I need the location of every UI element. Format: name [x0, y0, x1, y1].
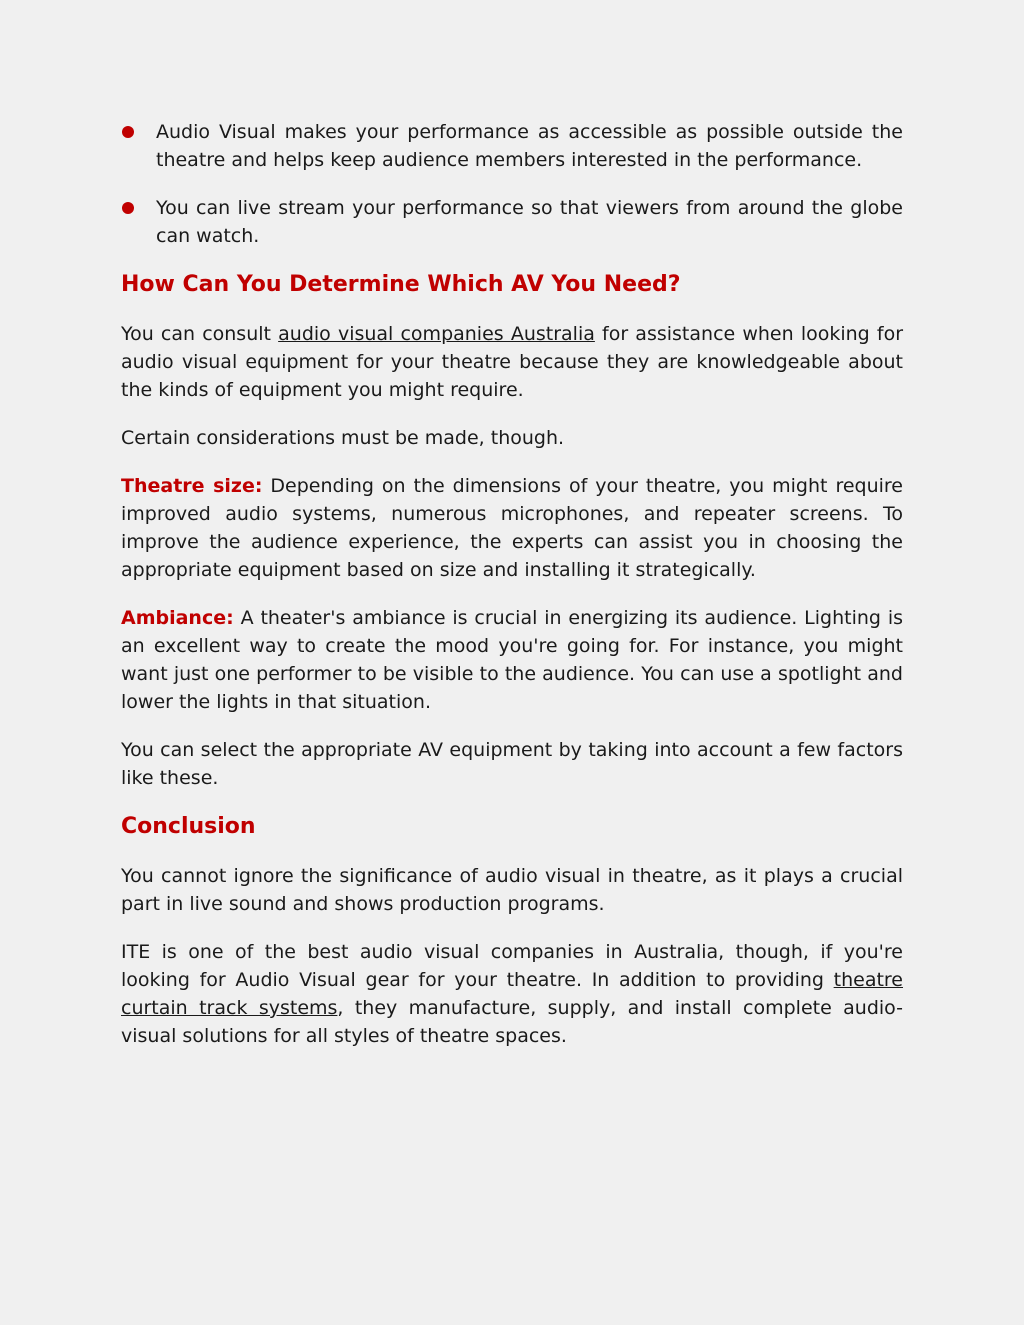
curtain-track-systems-link[interactable]: theatre curtain track systems — [121, 969, 903, 1019]
section-heading: How Can You Determine Which AV You Need? — [121, 272, 681, 297]
ambiance-label: Ambiance: — [121, 607, 234, 629]
audio-visual-companies-link[interactable]: audio visual companies Australia — [278, 323, 595, 345]
bullet-text: Audio Visual makes your performance as accessible as possible outside the theatre and helps keep audience members interested in the performance. — [156, 121, 903, 171]
bullet-text: You can live stream your performance so that viewers from around the globe can watch. — [156, 197, 903, 247]
conclusion-paragraph: You cannot ignore the significance of audio visual in theatre, as it plays a crucial part in live sound and shows production programs. — [121, 865, 903, 915]
bullet-item — [121, 194, 903, 250]
theatre-size-paragraph — [121, 472, 903, 584]
considerations-paragraph: Certain considerations must be made, though. — [121, 427, 565, 449]
ambiance-paragraph — [121, 604, 903, 716]
paragraph-text: You can consult — [121, 323, 279, 345]
consult-paragraph — [121, 320, 903, 404]
factors-paragraph: You can select the appropriate AV equipment by taking into account a few factors like these. — [121, 739, 903, 789]
ite-paragraph — [121, 938, 903, 1050]
document-page — [121, 118, 903, 1070]
paragraph-text: for assistance when looking for audio visual equipment for your theatre because they are knowledgeable about the kinds of equipment you might require. — [121, 323, 904, 401]
theatre-size-label: Theatre size: — [121, 475, 263, 497]
paragraph-text: ITE is one of the best audio visual companies in Australia, though, if you're looking for Audio Visual gear for your theatre. In addition to providing — [121, 941, 903, 991]
paragraph-text: , they manufacture, supply, and install complete audio-visual solutions for all styles of theatre spaces. — [121, 997, 904, 1047]
bullet-dot-icon — [122, 126, 134, 138]
bullet-item — [121, 118, 903, 174]
conclusion-heading: Conclusion — [121, 814, 256, 839]
paragraph-text: A theater's ambiance is crucial in energizing its audience. Lighting is an excellent way to create the mood you're going for. For instance, you might want just one performer to be visible to the audience. You can use a spotlight and lower the lights in that situation. — [121, 607, 903, 713]
bullet-dot-icon — [122, 202, 134, 214]
bullet-list — [121, 118, 903, 250]
paragraph-text: Depending on the dimensions of your theatre, you might require improved audio systems, numerous microphones, and repeater screens. To improve the audience experience, the experts can assist you in choosing the appropriate equipment based on size and installing it strategically. — [121, 475, 903, 581]
